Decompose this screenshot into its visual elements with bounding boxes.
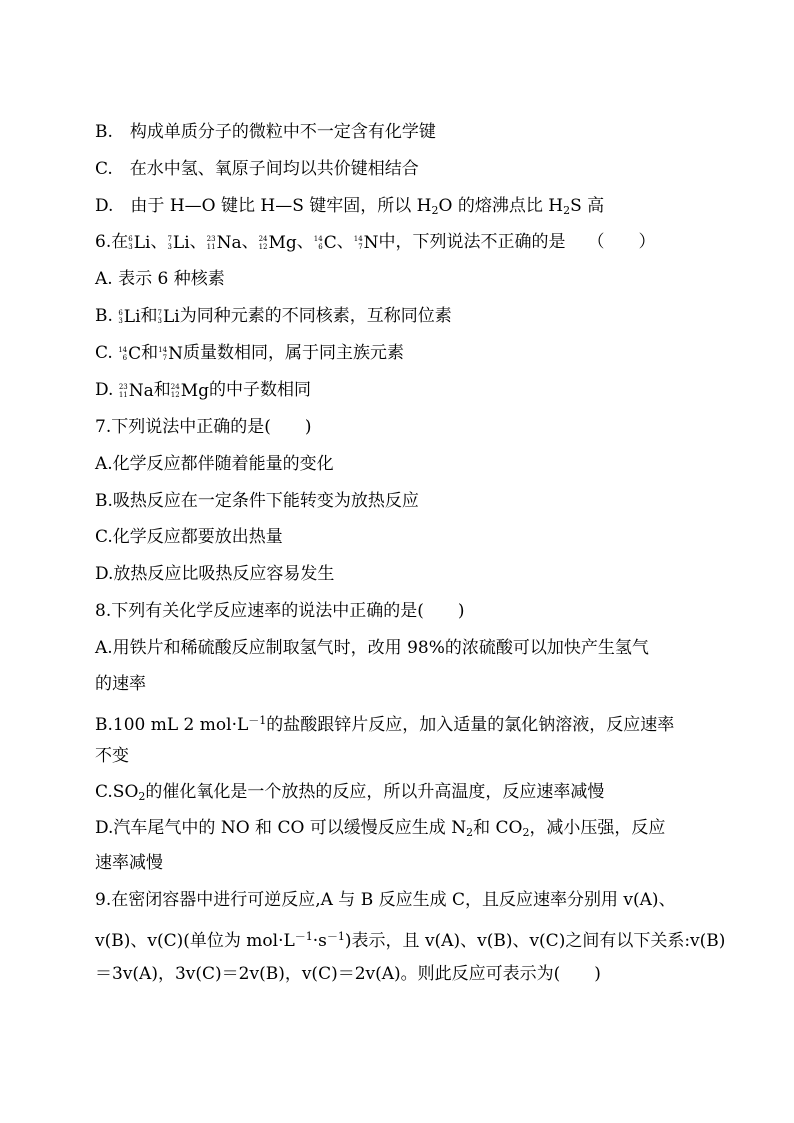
- nuclide-c14: 14 6 C: [313, 232, 337, 253]
- q8-option-d: D.汽车尾气中的 NO 和 CO 可以缓慢反应生成 $N_2$和 $CO_2$，减小压强，反应: [95, 818, 666, 839]
- nuclide-mg24: 24 12 Mg: [258, 232, 297, 253]
- q8-stem: 8.下列有关化学反应速率的说法中正确的是( ): [95, 601, 465, 621]
- q6-stem: 6.在 6 3 Li 、 7 3 Li 、 23 11 Na 、 24 12 Mg 、 14 6 C 、 14 7 N 中，下列说法不正确的是 （ ）: [95, 232, 656, 253]
- q9-stem-line2: v(B)、v(C)(单位为 $mol\cdot L^{-1}\cdot s^{-1}$)表示，且 v(A)、v(B)、v(C)之间有以下关系:v(B): [95, 930, 726, 951]
- q5-option-c: C. 在水中氢、氧原子间均以共价键相结合: [95, 159, 419, 179]
- q6-option-c: C. 14 6 C 和 14 7 N 质量数相同，属于同主族元素: [95, 343, 404, 364]
- q8-option-a-cont: 的速率: [95, 674, 146, 694]
- answer-bracket: （ ）: [587, 232, 656, 252]
- q6-option-d: D. 23 11 Na 和 24 12 Mg 的中子数相同: [95, 380, 311, 401]
- q8-option-d-cont: 速率减慢: [95, 853, 163, 873]
- q5-option-b: B. 构成单质分子的微粒中不一定含有化学键: [95, 122, 436, 142]
- q9-stem-line3: ＝3v(A)，3v(C)＝2v(B)，v(C)＝2v(A)。则此反应可表示为( ): [95, 964, 601, 984]
- q7-option-b: B.吸热反应在一定条件下能转变为放热反应: [95, 491, 419, 511]
- q8-option-b-cont: 不变: [95, 746, 129, 766]
- nuclide-na23: 23 11 Na: [206, 232, 242, 253]
- q7-option-a: A.化学反应都伴随着能量的变化: [95, 454, 334, 474]
- q8-option-b: B.100 mL 2 $mol\cdot L^{-1}$的盐酸跟锌片反应，加入适量的氯化钠溶液，反应速率: [95, 714, 675, 735]
- q7-option-d: D.放热反应比吸热反应容易发生: [95, 564, 335, 584]
- nuclide-li7: 7 3 Li: [167, 232, 190, 253]
- q8-option-c: $C.SO_2$的催化氧化是一个放热的反应，所以升高温度，反应速率减慢: [95, 782, 605, 803]
- nuclide-li6: 6 3 Li: [128, 232, 151, 253]
- q9-stem-line1: 9.在密闭容器中进行可逆反应,A 与 B 反应生成 C，且反应速率分别用 v(A)、: [95, 890, 676, 910]
- q5-option-d: D. 由于 H—O 键比 H—S 键牢固，所以 $H_2O$ 的熔沸点比 $H_2S$ 高: [95, 196, 605, 217]
- q7-stem: 7.下列说法中正确的是( ): [95, 417, 312, 437]
- q7-option-c: C.化学反应都要放出热量: [95, 527, 283, 547]
- nuclide-n14: 14 7 N: [353, 232, 379, 253]
- q6-option-b: B. 6 3 Li 和 7 3 Li 为同种元素的不同核素，互称同位素: [95, 306, 452, 327]
- q8-option-a: A.用铁片和稀硫酸反应制取氢气时，改用 98%的浓硫酸可以加快产生氢气: [95, 638, 649, 658]
- q6-option-a: A. 表示 6 种核素: [95, 269, 225, 289]
